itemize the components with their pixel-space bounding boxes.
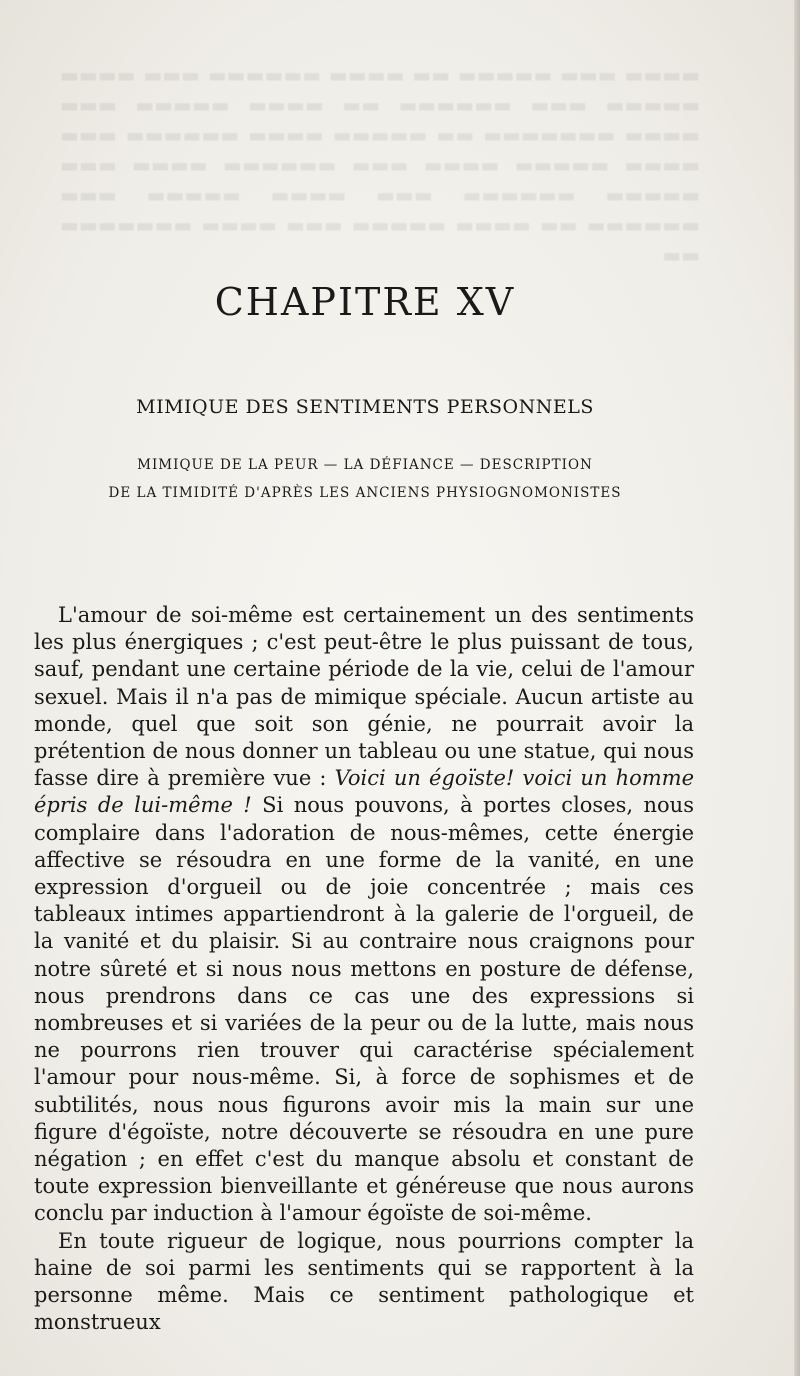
bleed-through-texture: ▬▬▬▬ ▬▬▬ ▬▬▬▬▬ ▬▬ ▬▬▬▬ ▬▬▬▬▬▬ ▬▬▬ ▬▬▬▬ ▬▬▬▬▬ ▬▬▬ ▬▬▬▬▬▬ ▬▬ ▬▬▬▬ ▬▬▬▬▬ ▬▬▬ ▬▬▬▬ ▬▬▬▬▬▬▬ ▬▬ ▬▬▬▬▬ ▬▬▬▬ ▬▬▬▬▬▬ ▬▬▬ ▬▬▬▬ ▬▬▬▬▬ ▬▬▬▬ ▬▬▬ ▬▬▬▬▬▬ ▬▬▬▬ ▬▬▬ ▬▬▬▬▬ ▬▬▬▬▬▬ ▬▬▬ ▬▬▬▬ ▬▬▬▬▬ ▬▬▬ ▬▬▬▬▬▬ ▬▬ ▬▬▬▬ ▬▬▬▬▬ ▬▬▬ ▬▬▬▬ ▬▬▬▬▬▬▬ ▬▬ bbox=[60, 63, 700, 267]
paragraph-1-part-1: L'amour de soi-même est certainement un des sentiments les plus énergiques ; c'est peut-être le plus puissant de tous, sauf, pendant une certaine période de la vie, celui de l'amour sexuel. Mais il n'a pas de mimique spéciale. Aucun artiste au monde, quel que soit son génie, ne pourrait avoir la prétention de nous donner un tableau ou une statue, qui nous fasse dire à première vue : bbox=[34, 603, 694, 791]
paragraph-1-italic: Voici un égoïste! voici un homme épris de lui-même ! bbox=[34, 766, 694, 818]
paragraph-2: En toute rigueur de logique, nous pourrions compter la haine de soi parmi les sentiments qui se rapportent à la personne même. Mais ce sentiment pathologique et monstrueux bbox=[34, 1228, 694, 1335]
chapter-title: CHAPITRE XV bbox=[214, 280, 516, 324]
section-subtitle bbox=[60, 451, 670, 507]
subtitle-line-1: MIMIQUE DE LA PEUR — LA DÉFIANCE — DESCRIPTION bbox=[137, 457, 593, 473]
subtitle-line-2: DE LA TIMIDITÉ D'APRÈS LES ANCIENS PHYSIOGNOMONISTES bbox=[108, 485, 622, 501]
section-title: MIMIQUE DES SENTIMENTS PERSONNELS bbox=[136, 396, 594, 418]
paragraph-1-part-2: Si nous pouvons, à portes closes, nous complaire dans l'adoration de nous-mêmes, cette énergie affective se résoudra en une forme de la vanité, en une expression d'orgueil ou de joie concentrée ; mais ces tableaux intimes appartiendront à la galerie de l'orgueil, de la vanité et du plaisir. Si au contraire nous craignons pour notre sûreté et si nous nous mettons en posture de défense, nous prendrons dans ce cas une des expressions si nombreuses et si variées de la peur ou de la lutte, mais nous ne pourrons rien trouver qui caractérise spécialement l'amour pour nous-même. Si, à force de sophismes et de subtilités, nous nous figurons avoir mis la main sur une figure d'égoïste, notre découverte se résoudra en une pure négation ; en effet c'est du manque absolu et constant de toute expression bienveillante et généreuse que nous aurons conclu par induction à l'amour égoïste de soi-même. bbox=[34, 793, 694, 1226]
paragraph-1 bbox=[34, 602, 694, 1228]
body-text bbox=[34, 602, 694, 1336]
page-edge bbox=[794, 0, 800, 1376]
